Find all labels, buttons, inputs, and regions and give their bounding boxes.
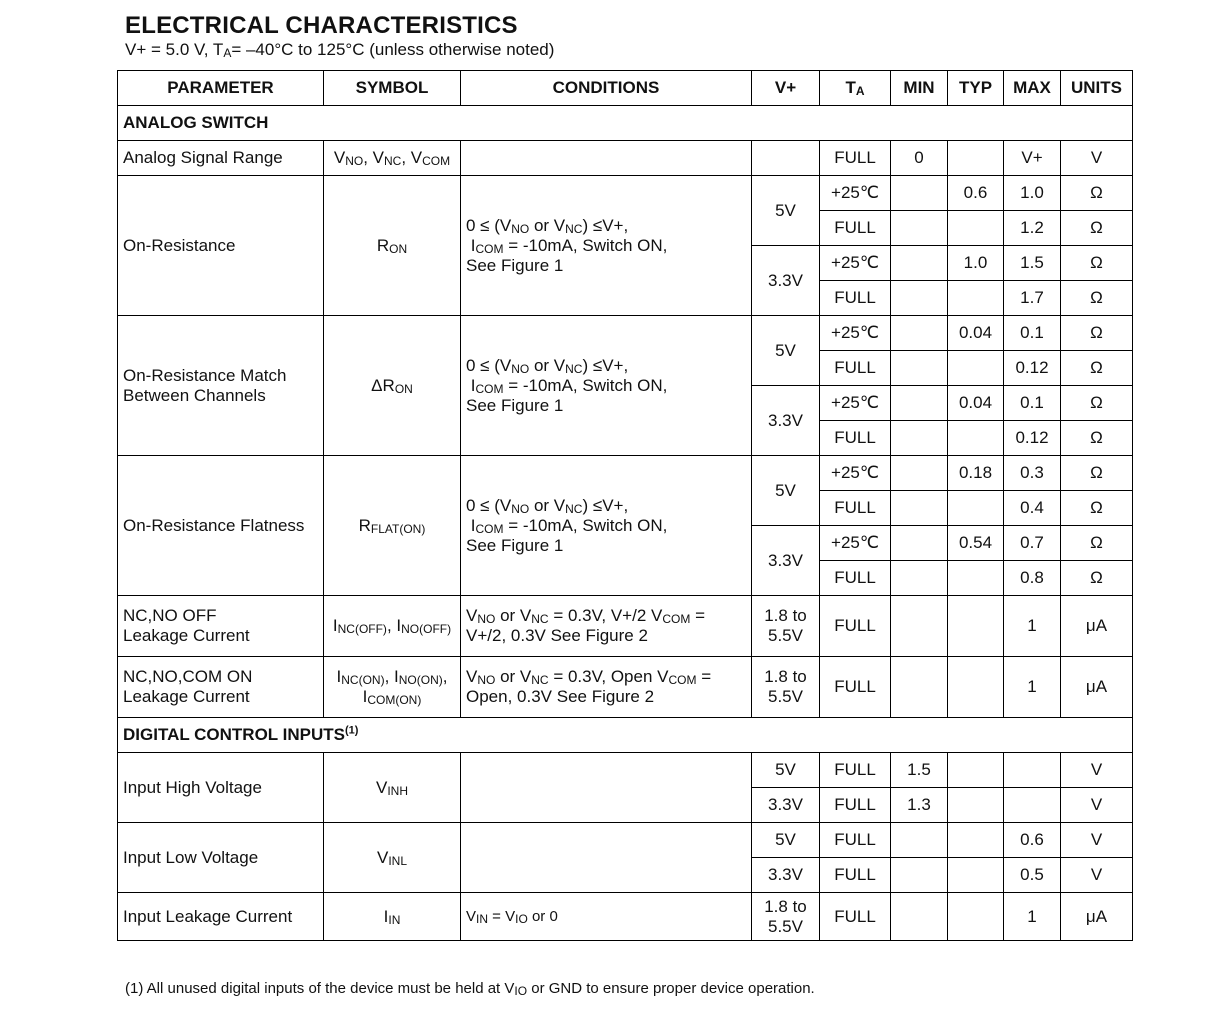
ta-cell: +25℃ bbox=[820, 456, 891, 491]
typ-cell bbox=[948, 596, 1004, 657]
min-cell bbox=[891, 823, 948, 858]
conditions-cell: VNO or VNC = 0.3V, V+/2 VCOM = V+/2, 0.3V See Figure 2 bbox=[461, 596, 752, 657]
unit-cell: Ω bbox=[1061, 281, 1133, 316]
symbol-cell: IIN bbox=[324, 893, 461, 941]
ta-cell: FULL bbox=[820, 657, 891, 718]
typ-cell bbox=[948, 753, 1004, 788]
typ-cell bbox=[948, 561, 1004, 596]
header-conditions: CONDITIONS bbox=[461, 71, 752, 106]
ta-cell: FULL bbox=[820, 491, 891, 526]
ta-cell: FULL bbox=[820, 421, 891, 456]
typ-cell bbox=[948, 351, 1004, 386]
ta-cell: +25℃ bbox=[820, 176, 891, 211]
max-cell: 1.5 bbox=[1004, 246, 1061, 281]
symbol-cell: VINL bbox=[324, 823, 461, 893]
typ-cell bbox=[948, 211, 1004, 246]
header-parameter: PARAMETER bbox=[118, 71, 324, 106]
ta-cell: FULL bbox=[820, 281, 891, 316]
param-cell: On-Resistance bbox=[118, 176, 324, 316]
max-cell: 1.0 bbox=[1004, 176, 1061, 211]
conditions-cell: 0 ≤ (VNO or VNC) ≤V+, ICOM = -10mA, Switch ON, See Figure 1 bbox=[461, 176, 752, 316]
vplus-cell: 1.8 to 5.5V bbox=[752, 893, 820, 941]
min-cell bbox=[891, 176, 948, 211]
unit-cell: Ω bbox=[1061, 456, 1133, 491]
unit-cell: Ω bbox=[1061, 561, 1133, 596]
ta-cell: FULL bbox=[820, 788, 891, 823]
unit-cell: V bbox=[1061, 823, 1133, 858]
min-cell: 0 bbox=[891, 141, 948, 176]
symbol-cell: RON bbox=[324, 176, 461, 316]
ta-cell: +25℃ bbox=[820, 386, 891, 421]
max-cell: 0.7 bbox=[1004, 526, 1061, 561]
vplus-cell bbox=[752, 141, 820, 176]
header-symbol: SYMBOL bbox=[324, 71, 461, 106]
max-cell bbox=[1004, 788, 1061, 823]
typ-cell bbox=[948, 421, 1004, 456]
vplus-cell: 5V bbox=[752, 176, 820, 246]
typ-cell: 1.0 bbox=[948, 246, 1004, 281]
min-cell bbox=[891, 281, 948, 316]
ta-cell: FULL bbox=[820, 211, 891, 246]
max-cell: 1 bbox=[1004, 596, 1061, 657]
max-cell: 1.7 bbox=[1004, 281, 1061, 316]
conditions-cell bbox=[461, 141, 752, 176]
typ-cell: 0.6 bbox=[948, 176, 1004, 211]
param-cell: NC,NO OFF Leakage Current bbox=[118, 596, 324, 657]
typ-cell: 0.54 bbox=[948, 526, 1004, 561]
max-cell: 0.5 bbox=[1004, 858, 1061, 893]
max-cell: 0.6 bbox=[1004, 823, 1061, 858]
unit-cell: Ω bbox=[1061, 246, 1133, 281]
unit-cell: Ω bbox=[1061, 491, 1133, 526]
unit-cell: V bbox=[1061, 141, 1133, 176]
param-cell: NC,NO,COM ON Leakage Current bbox=[118, 657, 324, 718]
ta-cell: FULL bbox=[820, 596, 891, 657]
vplus-cell: 3.3V bbox=[752, 788, 820, 823]
ta-cell: +25℃ bbox=[820, 526, 891, 561]
conditions-cell: VNO or VNC = 0.3V, Open VCOM = Open, 0.3V See Figure 2 bbox=[461, 657, 752, 718]
typ-cell bbox=[948, 858, 1004, 893]
typ-cell: 0.04 bbox=[948, 386, 1004, 421]
param-cell: On-Resistance Flatness bbox=[118, 456, 324, 596]
vplus-cell: 5V bbox=[752, 753, 820, 788]
table-row bbox=[118, 753, 1133, 788]
min-cell bbox=[891, 351, 948, 386]
vplus-cell: 3.3V bbox=[752, 246, 820, 316]
symbol-cell: VINH bbox=[324, 753, 461, 823]
symbol-cell: INC(ON), INO(ON), ICOM(ON) bbox=[324, 657, 461, 718]
typ-cell: 0.04 bbox=[948, 316, 1004, 351]
ta-cell: FULL bbox=[820, 351, 891, 386]
unit-cell: μA bbox=[1061, 893, 1133, 941]
typ-cell bbox=[948, 657, 1004, 718]
unit-cell: V bbox=[1061, 788, 1133, 823]
footnote: (1) All unused digital inputs of the device must be held at VIO or GND to ensure proper device operation. bbox=[125, 980, 815, 998]
max-cell: 0.3 bbox=[1004, 456, 1061, 491]
min-cell bbox=[891, 491, 948, 526]
section-analog-switch: ANALOG SWITCH bbox=[118, 106, 1133, 141]
max-cell: 0.8 bbox=[1004, 561, 1061, 596]
param-cell: On-Resistance Match Between Channels bbox=[118, 316, 324, 456]
ta-cell: FULL bbox=[820, 141, 891, 176]
vplus-cell: 3.3V bbox=[752, 386, 820, 456]
max-cell: 0.1 bbox=[1004, 386, 1061, 421]
conditions-cell: 0 ≤ (VNO or VNC) ≤V+, ICOM = -10mA, Switch ON, See Figure 1 bbox=[461, 316, 752, 456]
vplus-cell: 5V bbox=[752, 456, 820, 526]
max-cell: 0.12 bbox=[1004, 421, 1061, 456]
unit-cell: V bbox=[1061, 753, 1133, 788]
min-cell bbox=[891, 596, 948, 657]
table-row bbox=[118, 823, 1133, 858]
ta-cell: FULL bbox=[820, 561, 891, 596]
max-cell: 1 bbox=[1004, 657, 1061, 718]
header-max: MAX bbox=[1004, 71, 1061, 106]
table-row bbox=[118, 657, 1133, 718]
min-cell bbox=[891, 561, 948, 596]
max-cell: 0.4 bbox=[1004, 491, 1061, 526]
section-digital-control-inputs: DIGITAL CONTROL INPUTS$^{(1)}$ bbox=[118, 718, 1133, 753]
header-typ: TYP bbox=[948, 71, 1004, 106]
unit-cell: Ω bbox=[1061, 211, 1133, 246]
vplus-cell: 3.3V bbox=[752, 858, 820, 893]
unit-cell: μA bbox=[1061, 596, 1133, 657]
vplus-cell: 5V bbox=[752, 823, 820, 858]
unit-cell: Ω bbox=[1061, 316, 1133, 351]
ta-cell: FULL bbox=[820, 753, 891, 788]
min-cell bbox=[891, 246, 948, 281]
param-cell: Input Low Voltage bbox=[118, 823, 324, 893]
table-row bbox=[118, 456, 1133, 491]
table-row bbox=[118, 596, 1133, 657]
vplus-cell: 1.8 to 5.5V bbox=[752, 596, 820, 657]
typ-cell bbox=[948, 893, 1004, 941]
table-row bbox=[118, 316, 1133, 351]
max-cell: 1 bbox=[1004, 893, 1061, 941]
ta-cell: +25℃ bbox=[820, 316, 891, 351]
table-row bbox=[118, 893, 1133, 941]
symbol-cell: INC(OFF), INO(OFF) bbox=[324, 596, 461, 657]
min-cell: 1.3 bbox=[891, 788, 948, 823]
ta-cell: FULL bbox=[820, 858, 891, 893]
header-units: UNITS bbox=[1061, 71, 1133, 106]
unit-cell: V bbox=[1061, 858, 1133, 893]
param-cell: Analog Signal Range bbox=[118, 141, 324, 176]
typ-cell bbox=[948, 788, 1004, 823]
conditions-cell bbox=[461, 753, 752, 823]
max-cell: 0.12 bbox=[1004, 351, 1061, 386]
max-cell bbox=[1004, 753, 1061, 788]
ta-cell: FULL bbox=[820, 893, 891, 941]
typ-cell bbox=[948, 281, 1004, 316]
min-cell bbox=[891, 526, 948, 561]
header-min: MIN bbox=[891, 71, 948, 106]
characteristics-table bbox=[117, 70, 1133, 941]
min-cell bbox=[891, 893, 948, 941]
max-cell: V+ bbox=[1004, 141, 1061, 176]
min-cell bbox=[891, 211, 948, 246]
table-row bbox=[118, 176, 1133, 211]
max-cell: 0.1 bbox=[1004, 316, 1061, 351]
min-cell bbox=[891, 316, 948, 351]
unit-cell: Ω bbox=[1061, 526, 1133, 561]
symbol-cell: ΔRON bbox=[324, 316, 461, 456]
unit-cell: Ω bbox=[1061, 176, 1133, 211]
typ-cell bbox=[948, 823, 1004, 858]
max-cell: 1.2 bbox=[1004, 211, 1061, 246]
table-row bbox=[118, 141, 1133, 176]
vplus-cell: 5V bbox=[752, 316, 820, 386]
ta-cell: +25℃ bbox=[820, 246, 891, 281]
conditions-cell bbox=[461, 823, 752, 893]
symbol-cell: VNO, VNC, VCOM bbox=[324, 141, 461, 176]
subtitle: V+ = 5.0 V, TA= –40°C to 125°C (unless otherwise noted) bbox=[125, 40, 555, 60]
header-row bbox=[118, 71, 1133, 106]
header-vplus: V+ bbox=[752, 71, 820, 106]
typ-cell bbox=[948, 141, 1004, 176]
section-row bbox=[118, 106, 1133, 141]
conditions-cell: VIN = VIO or 0 bbox=[461, 893, 752, 941]
section-row bbox=[118, 718, 1133, 753]
symbol-cell: RFLAT(ON) bbox=[324, 456, 461, 596]
page-title: ELECTRICAL CHARACTERISTICS bbox=[125, 12, 518, 39]
min-cell bbox=[891, 456, 948, 491]
conditions-cell: 0 ≤ (VNO or VNC) ≤V+, ICOM = -10mA, Switch ON, See Figure 1 bbox=[461, 456, 752, 596]
unit-cell: Ω bbox=[1061, 421, 1133, 456]
min-cell: 1.5 bbox=[891, 753, 948, 788]
vplus-cell: 1.8 to 5.5V bbox=[752, 657, 820, 718]
unit-cell: Ω bbox=[1061, 351, 1133, 386]
unit-cell: μA bbox=[1061, 657, 1133, 718]
min-cell bbox=[891, 657, 948, 718]
vplus-cell: 3.3V bbox=[752, 526, 820, 596]
param-cell: Input High Voltage bbox=[118, 753, 324, 823]
min-cell bbox=[891, 421, 948, 456]
typ-cell bbox=[948, 491, 1004, 526]
header-ta: TA bbox=[820, 71, 891, 106]
unit-cell: Ω bbox=[1061, 386, 1133, 421]
param-cell: Input Leakage Current bbox=[118, 893, 324, 941]
ta-cell: FULL bbox=[820, 823, 891, 858]
typ-cell: 0.18 bbox=[948, 456, 1004, 491]
min-cell bbox=[891, 386, 948, 421]
min-cell bbox=[891, 858, 948, 893]
